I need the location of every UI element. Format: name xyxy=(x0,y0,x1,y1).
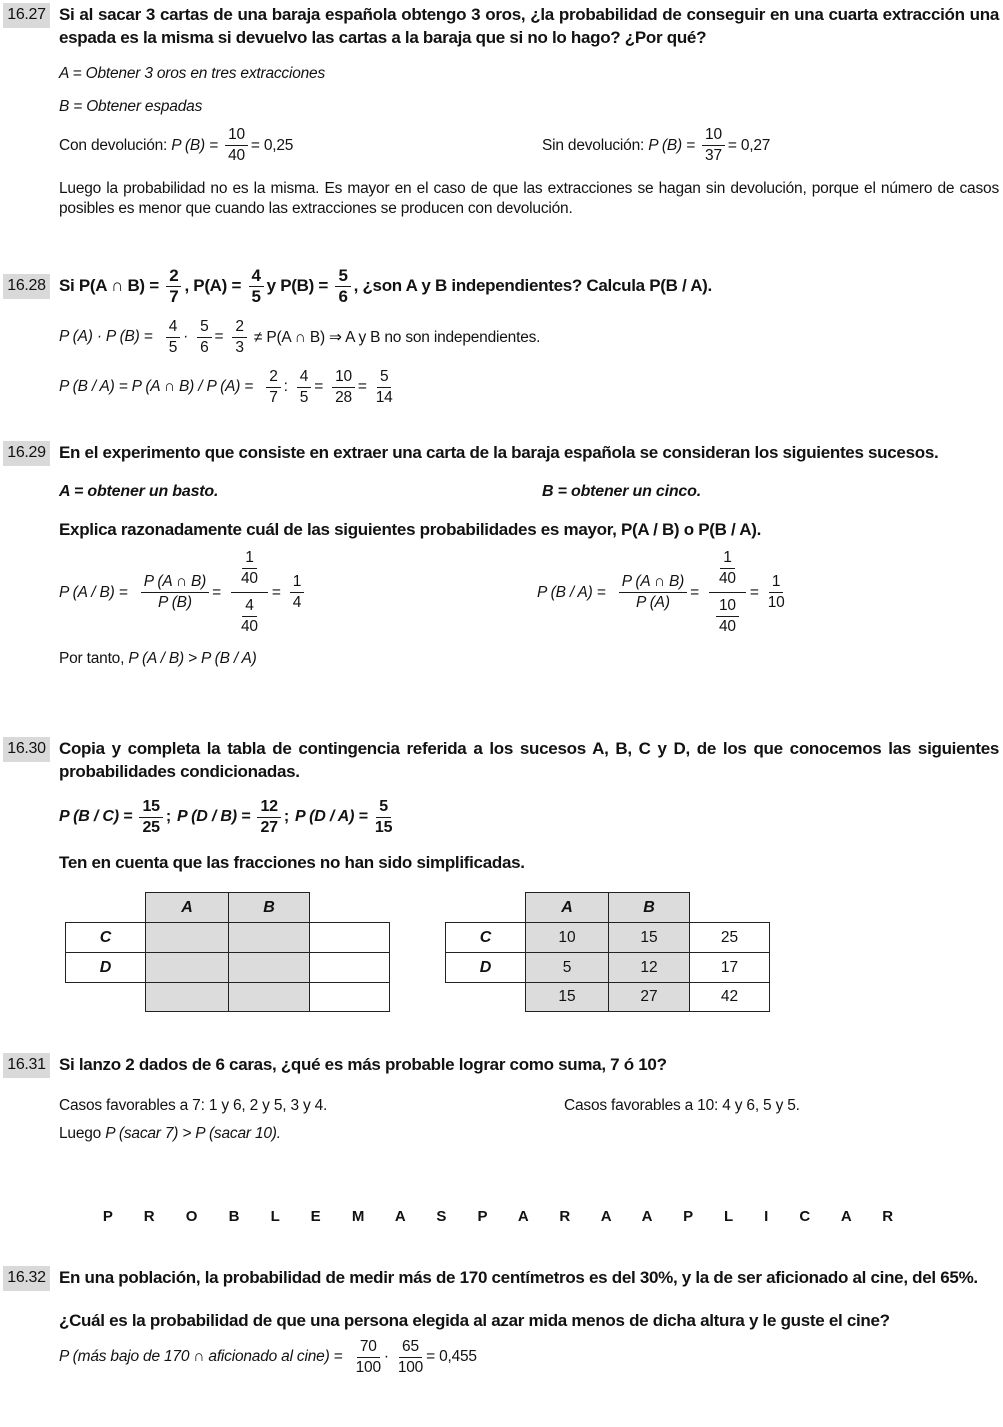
table-cell: 10 xyxy=(525,922,608,952)
conclusion-text: Luego P (sacar 7) > P (sacar 10). xyxy=(59,1125,281,1142)
fraction: $\frac{2}{7}$ xyxy=(266,368,280,407)
fraction: $\frac{1}{4}$ xyxy=(290,573,304,612)
table-cell xyxy=(309,952,390,982)
formula-lhs: P (A) · P (B) = xyxy=(59,328,157,345)
fraction: $\frac{70}{100}$ xyxy=(355,1337,381,1376)
exercise-number-badge: 16.27 xyxy=(3,3,50,28)
table-cell: 5 xyxy=(525,952,608,982)
event-definition-a: A = obtener un basto. xyxy=(59,483,219,500)
multiply-dot: · xyxy=(183,328,189,345)
contingency-table-filled xyxy=(445,892,770,1012)
table-cell: 12 xyxy=(608,952,689,982)
fraction: $\frac{5}{14}$ xyxy=(375,367,393,406)
without-devolution-formula xyxy=(542,126,770,165)
fraction: $\frac{10}{40}$ xyxy=(716,597,739,636)
question-text: Si al sacar 3 cartas de una baraja española obtengo 3 oros, ¿la probabilidad de conseguir en una cuarta extracción una espada es la misma si devuelvo las cartas a la baraja que si no lo hago? ¿Por qué? xyxy=(59,5,999,47)
formula-label: Sin devolución: xyxy=(542,136,649,154)
question-text: En el experimento que consiste en extraer una carta de la baraja española se consideran los siguientes sucesos. xyxy=(59,443,939,462)
event-definitions-row xyxy=(59,482,999,502)
table-total-blank xyxy=(65,982,145,1012)
table-cell: 27 xyxy=(608,982,689,1012)
column-header-b: B xyxy=(228,892,309,922)
devolution-comparison-row xyxy=(59,126,999,170)
fraction: $\frac{10}{40}$ xyxy=(225,126,248,165)
question-text: En una población, la probabilidad de medir más de 170 centímetros es del 30%, y la de ser aficionado al cine, del 65%. xyxy=(59,1268,978,1287)
divide-colon: : xyxy=(283,378,288,395)
question-text: , P(A) = xyxy=(184,276,246,295)
table-cell: 42 xyxy=(689,982,770,1012)
exercise-number-badge: 16.29 xyxy=(3,441,50,466)
question-text: y P(B) = xyxy=(266,276,333,295)
formula-lhs: P (B) = xyxy=(648,136,700,154)
column-header-a: A xyxy=(145,892,228,922)
fraction: $\frac{65}{100}$ xyxy=(397,1337,424,1376)
formula-p-a-given-b xyxy=(59,549,999,636)
question-text: , ¿son A y B independientes? Calcula P(B / A). xyxy=(353,276,712,295)
with-devolution-formula xyxy=(59,126,999,165)
column-header-a: A xyxy=(525,892,608,922)
exercise-number-badge: 16.30 xyxy=(3,737,50,762)
formula-result: = 0,27 xyxy=(727,136,771,154)
fraction: $\frac{1}{40}$ xyxy=(719,549,736,587)
solution-line-1 xyxy=(59,315,999,359)
row-header-d: D xyxy=(445,952,525,982)
fraction: $\frac{P (A \cap B)}{P (B)}$ xyxy=(141,573,209,612)
exercise-number-badge: 16.32 xyxy=(3,1266,50,1291)
equals-sign: = xyxy=(214,328,224,345)
table-cell xyxy=(145,982,228,1012)
conditional-probability-row xyxy=(59,549,999,641)
row-header-d: D xyxy=(65,952,145,982)
contingency-table-empty xyxy=(65,892,390,1012)
formula-p-b-given-a xyxy=(537,549,788,636)
exercise-16-27 xyxy=(3,3,999,219)
fraction: $\frac{4}{40}$ xyxy=(241,597,258,635)
table-cell xyxy=(145,922,228,952)
exercise-16-29 xyxy=(3,441,999,669)
formula-lhs: P (B / C) = xyxy=(59,808,137,825)
formula-result: = 0,455 xyxy=(426,1348,477,1365)
cases-for-7: Casos favorables a 7: 1 y 6, 2 y 5, 3 y 4. xyxy=(59,1097,328,1114)
row-header-c: C xyxy=(445,922,525,952)
fraction: $\frac{2}{3}$ xyxy=(232,318,246,357)
table-cell xyxy=(309,922,390,952)
table-cell: 15 xyxy=(608,922,689,952)
table-cell xyxy=(228,922,309,952)
formula-lhs: P (D / B) = xyxy=(177,808,255,825)
note-text: Ten en cuenta que las fracciones no han sido simplificadas. xyxy=(59,853,525,872)
fraction: $\frac{5}{6}$ xyxy=(197,318,211,357)
formula-lhs: P (A / B) = xyxy=(59,583,132,601)
exercise-number-badge: 16.28 xyxy=(3,274,50,299)
solution-line-2 xyxy=(59,365,999,409)
exercise-16-31 xyxy=(3,1053,999,1144)
exercise-16-28 xyxy=(3,262,999,409)
equals-sign: = xyxy=(690,583,699,601)
fraction: $\frac{10}{37}$ xyxy=(702,126,725,165)
multiply-dot: · xyxy=(383,1348,389,1365)
table-cell xyxy=(228,952,309,982)
separator: ; xyxy=(283,808,290,825)
nested-fraction xyxy=(231,549,268,636)
column-header-b: B xyxy=(608,892,689,922)
section-heading: P R O B L E M A S P A R A A P L I C A R xyxy=(102,1208,901,1225)
fraction: $\frac{1}{10}$ xyxy=(767,573,785,611)
table-cell: 17 xyxy=(689,952,770,982)
formula-lhs: P (B / A) = xyxy=(537,583,610,601)
table-cell xyxy=(228,982,309,1012)
row-header-c: C xyxy=(65,922,145,952)
formula-label: Con devolución: xyxy=(59,136,172,154)
formula-lhs: P (D / A) = xyxy=(295,808,372,825)
event-definition-a: A = Obtener 3 oros en tres extracciones xyxy=(59,65,326,82)
question-text: Copia y completa la tabla de contingencia referida a los sucesos A, B, C y D, de los que conocemos las siguientes probabilidades condicionadas. xyxy=(59,739,999,781)
event-definition-b: B = obtener un cinco. xyxy=(542,483,701,500)
question-text-2: ¿Cuál es la probabilidad de que una persona elegida al azar mida menos de dicha altura y le guste el cine? xyxy=(59,1311,890,1330)
table-header-margin-cell xyxy=(689,892,770,922)
fraction: $\frac{15}{25}$ xyxy=(139,798,162,837)
conditional-probabilities-row xyxy=(59,795,999,839)
equals-sign: = xyxy=(314,378,324,395)
event-definition-b: B = Obtener espadas xyxy=(59,98,203,115)
equals-sign: = xyxy=(212,583,221,601)
fraction: $\frac{12}{27}$ xyxy=(257,798,280,837)
conclusion-text: ≠ P(A ∩ B) ⇒ A y B no son independientes. xyxy=(249,328,541,346)
conclusion-text: Por tanto, P (A / B) > P (B / A) xyxy=(59,650,257,667)
question-text: Si P(A ∩ B) = xyxy=(59,276,164,295)
fraction: $\frac{4}{5}$ xyxy=(249,267,264,306)
exercise-number-badge: 16.31 xyxy=(3,1053,50,1078)
solution-formula-row xyxy=(59,1335,999,1379)
table-cell: 15 xyxy=(525,982,608,1012)
contingency-tables xyxy=(59,892,999,1014)
conclusion-text: Luego la probabilidad no es la misma. Es mayor en el caso de que las extracciones se hagan sin devolución, porque el número de casos posibles es menor que cuando las extracciones se producen con devolución. xyxy=(59,180,999,217)
table-corner-blank xyxy=(445,892,525,922)
question-prompt: Explica razonadamente cuál de las siguientes probabilidades es mayor, P(A / B) o P(B / A). xyxy=(59,520,762,539)
table-total-blank xyxy=(445,982,525,1012)
question-text: Si lanzo 2 dados de 6 caras, ¿qué es más probable lograr como suma, 7 ó 10? xyxy=(59,1055,667,1074)
fraction: $\frac{5}{15}$ xyxy=(374,797,393,836)
equals-sign: = xyxy=(749,583,759,601)
nested-fraction xyxy=(709,549,746,636)
fraction: $\frac{4}{5}$ xyxy=(166,318,180,357)
cases-for-10: Casos favorables a 10: 4 y 6, 5 y 5. xyxy=(564,1097,800,1114)
question-formula-row xyxy=(59,262,999,310)
fraction: $\frac{1}{40}$ xyxy=(241,549,258,587)
table-corner-blank xyxy=(65,892,145,922)
equals-sign: = xyxy=(271,583,281,601)
formula-lhs: P (B / A) = P (A ∩ B) / P (A) = xyxy=(59,378,258,395)
fraction: $\frac{5}{6}$ xyxy=(335,267,350,306)
formula-lhs: P (más bajo de 170 ∩ aficionado al cine) = xyxy=(59,1348,347,1365)
exercise-16-30 xyxy=(3,737,999,1014)
fraction: $\frac{10}{28}$ xyxy=(332,368,355,407)
formula-lhs: P (B) = xyxy=(171,136,223,154)
exercise-16-32 xyxy=(3,1266,999,1379)
table-header-margin-cell xyxy=(309,892,390,922)
table-cell xyxy=(309,982,390,1012)
table-cell xyxy=(145,952,228,982)
equals-sign: = xyxy=(357,378,367,395)
formula-result: = 0,25 xyxy=(250,136,294,154)
table-cell: 25 xyxy=(689,922,770,952)
fraction: $\frac{P (A \cap B)}{P (A)}$ xyxy=(619,573,687,612)
fraction: $\frac{4}{5}$ xyxy=(297,368,311,407)
favorable-cases-row xyxy=(59,1096,999,1116)
fraction: $\frac{2}{7}$ xyxy=(166,267,181,306)
separator: ; xyxy=(165,808,172,825)
